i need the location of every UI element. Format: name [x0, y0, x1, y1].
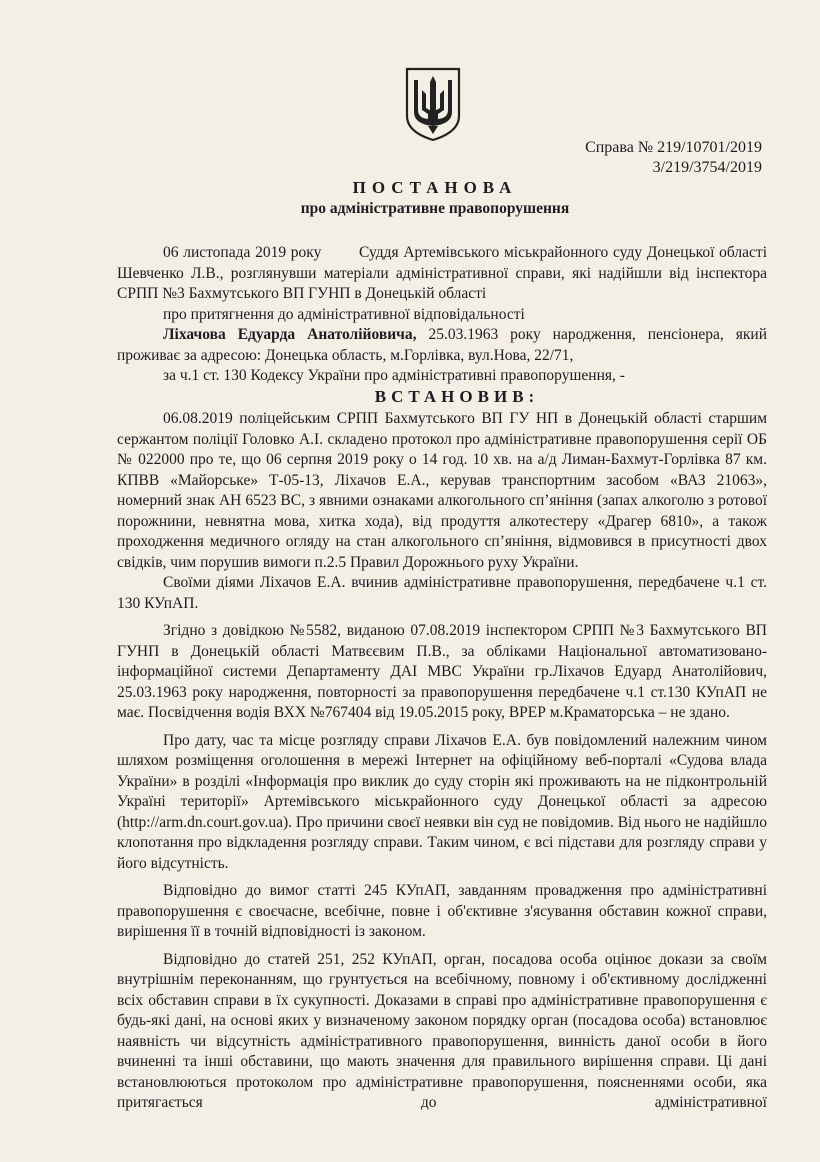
case-number: Справа № 219/10701/2019 [585, 139, 762, 156]
finding-paragraph-2: Своїми діями Ліхачов Е.А. вчинив адміністративне правопорушення, передбачене ч.1 ст. 130 КУпАП. [117, 574, 767, 612]
finding-paragraph-5: Відповідно до вимог статті 245 КУпАП, завданням провадження про адміністративні правопорушення є своєчасне, всебічне, повне і об'єктивне з'ясування обставин кожної справи, вирішення її в точній відповідності із законом. [117, 882, 767, 940]
article-line: за ч.1 ст. 130 Кодексу України про адміністративні правопорушення, - [163, 367, 625, 384]
established-heading: ВСТАНОВИВ: [374, 387, 540, 406]
about-line: про притягнення до адміністративної відповідальності [163, 305, 525, 323]
trident-emblem-icon [404, 66, 462, 142]
decision-date: 06 листопада 2019 року [163, 244, 322, 261]
document-subtitle: про адміністративне правопорушення [300, 200, 570, 217]
document-body [117, 232, 767, 387]
judge-text: Суддя Артемівського міськрайонного суду Донецької області Шевченко Л.В., розглянувши матеріали адміністративної справи, які надійшли від інспектора СРПП №3 Бахмутського ВП ГУНП в Донецькій області [117, 244, 767, 302]
findings-body [117, 409, 767, 1114]
intro-paragraph [117, 243, 767, 305]
finding-paragraph-6: Відповідно до статей 251, 252 КУпАП, орган, посадова особа оцінює докази за своїм внутрішнім переконанням, що грунтується на всебічному, повному і об'єктивному дослідженні всіх обставин справи в їх сукупності. Доказами в справі про адміністративне правопорушення є будь-які дані, на основі яких у визначеному законом порядку орган (посадова особа) встановлює наявність чи відсутність адміністративного правопорушення, винність даної особи в його вчиненні та інші обставини, що мають значення для правильного вирішення справи. Ці дані встановлюються протоколом про адміністративне правопорушення, поясненнями особи, яка притягається до адміністративної [117, 950, 767, 1111]
person-details: 25.03.1963 року народження, пенсіонера, який проживає за адресою: Донецька область, м.Горлівка, вул.Нова, 22/71, [117, 326, 767, 364]
finding-paragraph-1: 06.08.2019 поліцейським СРПП Бахмутського ВП ГУ НП в Донецькій області старшим сержантом поліції Головко А.І. складено протокол про адміністративне правопорушення серії ОБ № 022000 про те, що 06 серпня 2019 року о 14 год. 10 хв. на а/д Лиман-Бахмут-Горлівка 87 км. КПВВ «Майорське» Т-05-13, Ліхачов Е.А., керував транспортним засобом «ВАЗ 21063», номерний знак АН 6523 ВС, з явними ознаками алкогольного сп’яніння (запах алкоголю з ротової порожнини, невнятна мова, хитка хода), від продуття алкотестеру «Драгер 6810», а також проходження медичного огляду на стан алкогольного сп’яніння, відмовився в присутності двох свідків, чим порушив вимоги п.2.5 Правил Дорожнього руху України. [117, 410, 767, 571]
case-subnumber: 3/219/3754/2019 [652, 159, 762, 176]
person-paragraph [117, 325, 767, 366]
document-title: ПОСТАНОВА [352, 178, 518, 197]
person-name: Ліхачова Едуарда Анатолійовича, [163, 326, 417, 343]
case-number-block [585, 138, 762, 178]
finding-paragraph-3: Згідно з довідкою №5582, виданою 07.08.2019 інспектором СРПП №3 Бахмутського ВП ГУНП в Донецькій області Матвєєвим П.В., за обліками Національної автоматизовано-інформаційної системи Департаменту ДАІ МВС України гр.Ліхачов Едуард Анатолійович, 25.03.1963 року народження, повторності за правопорушення передбачене ч.1 ст.130 КУпАП не має. Посвідчення водія ВХХ №767404 від 19.05.2015 року, ВРЕР м.Краматорська – не здано. [117, 622, 767, 721]
finding-paragraph-4: Про дату, час та місце розгляду справи Ліхачов Е.А. був повідомлений належним чином шляхом розміщення оголошення в мережі Інтернет на офіційному веб-порталі «Судова влада України» в розділі «Інформація про виклик до суду сторін які проживають на не підконтрольній Україні території» Артемівського міськрайонного суду Донецької області за адресою (http://arm.dn.court.gov.ua). Про причини своєї неявки він суд не повідомив. Від нього не надійшло клопотання про відкладення розгляду справи. Таким чином, є всі підстави для розгляду справи у його відсутність. [117, 731, 767, 872]
